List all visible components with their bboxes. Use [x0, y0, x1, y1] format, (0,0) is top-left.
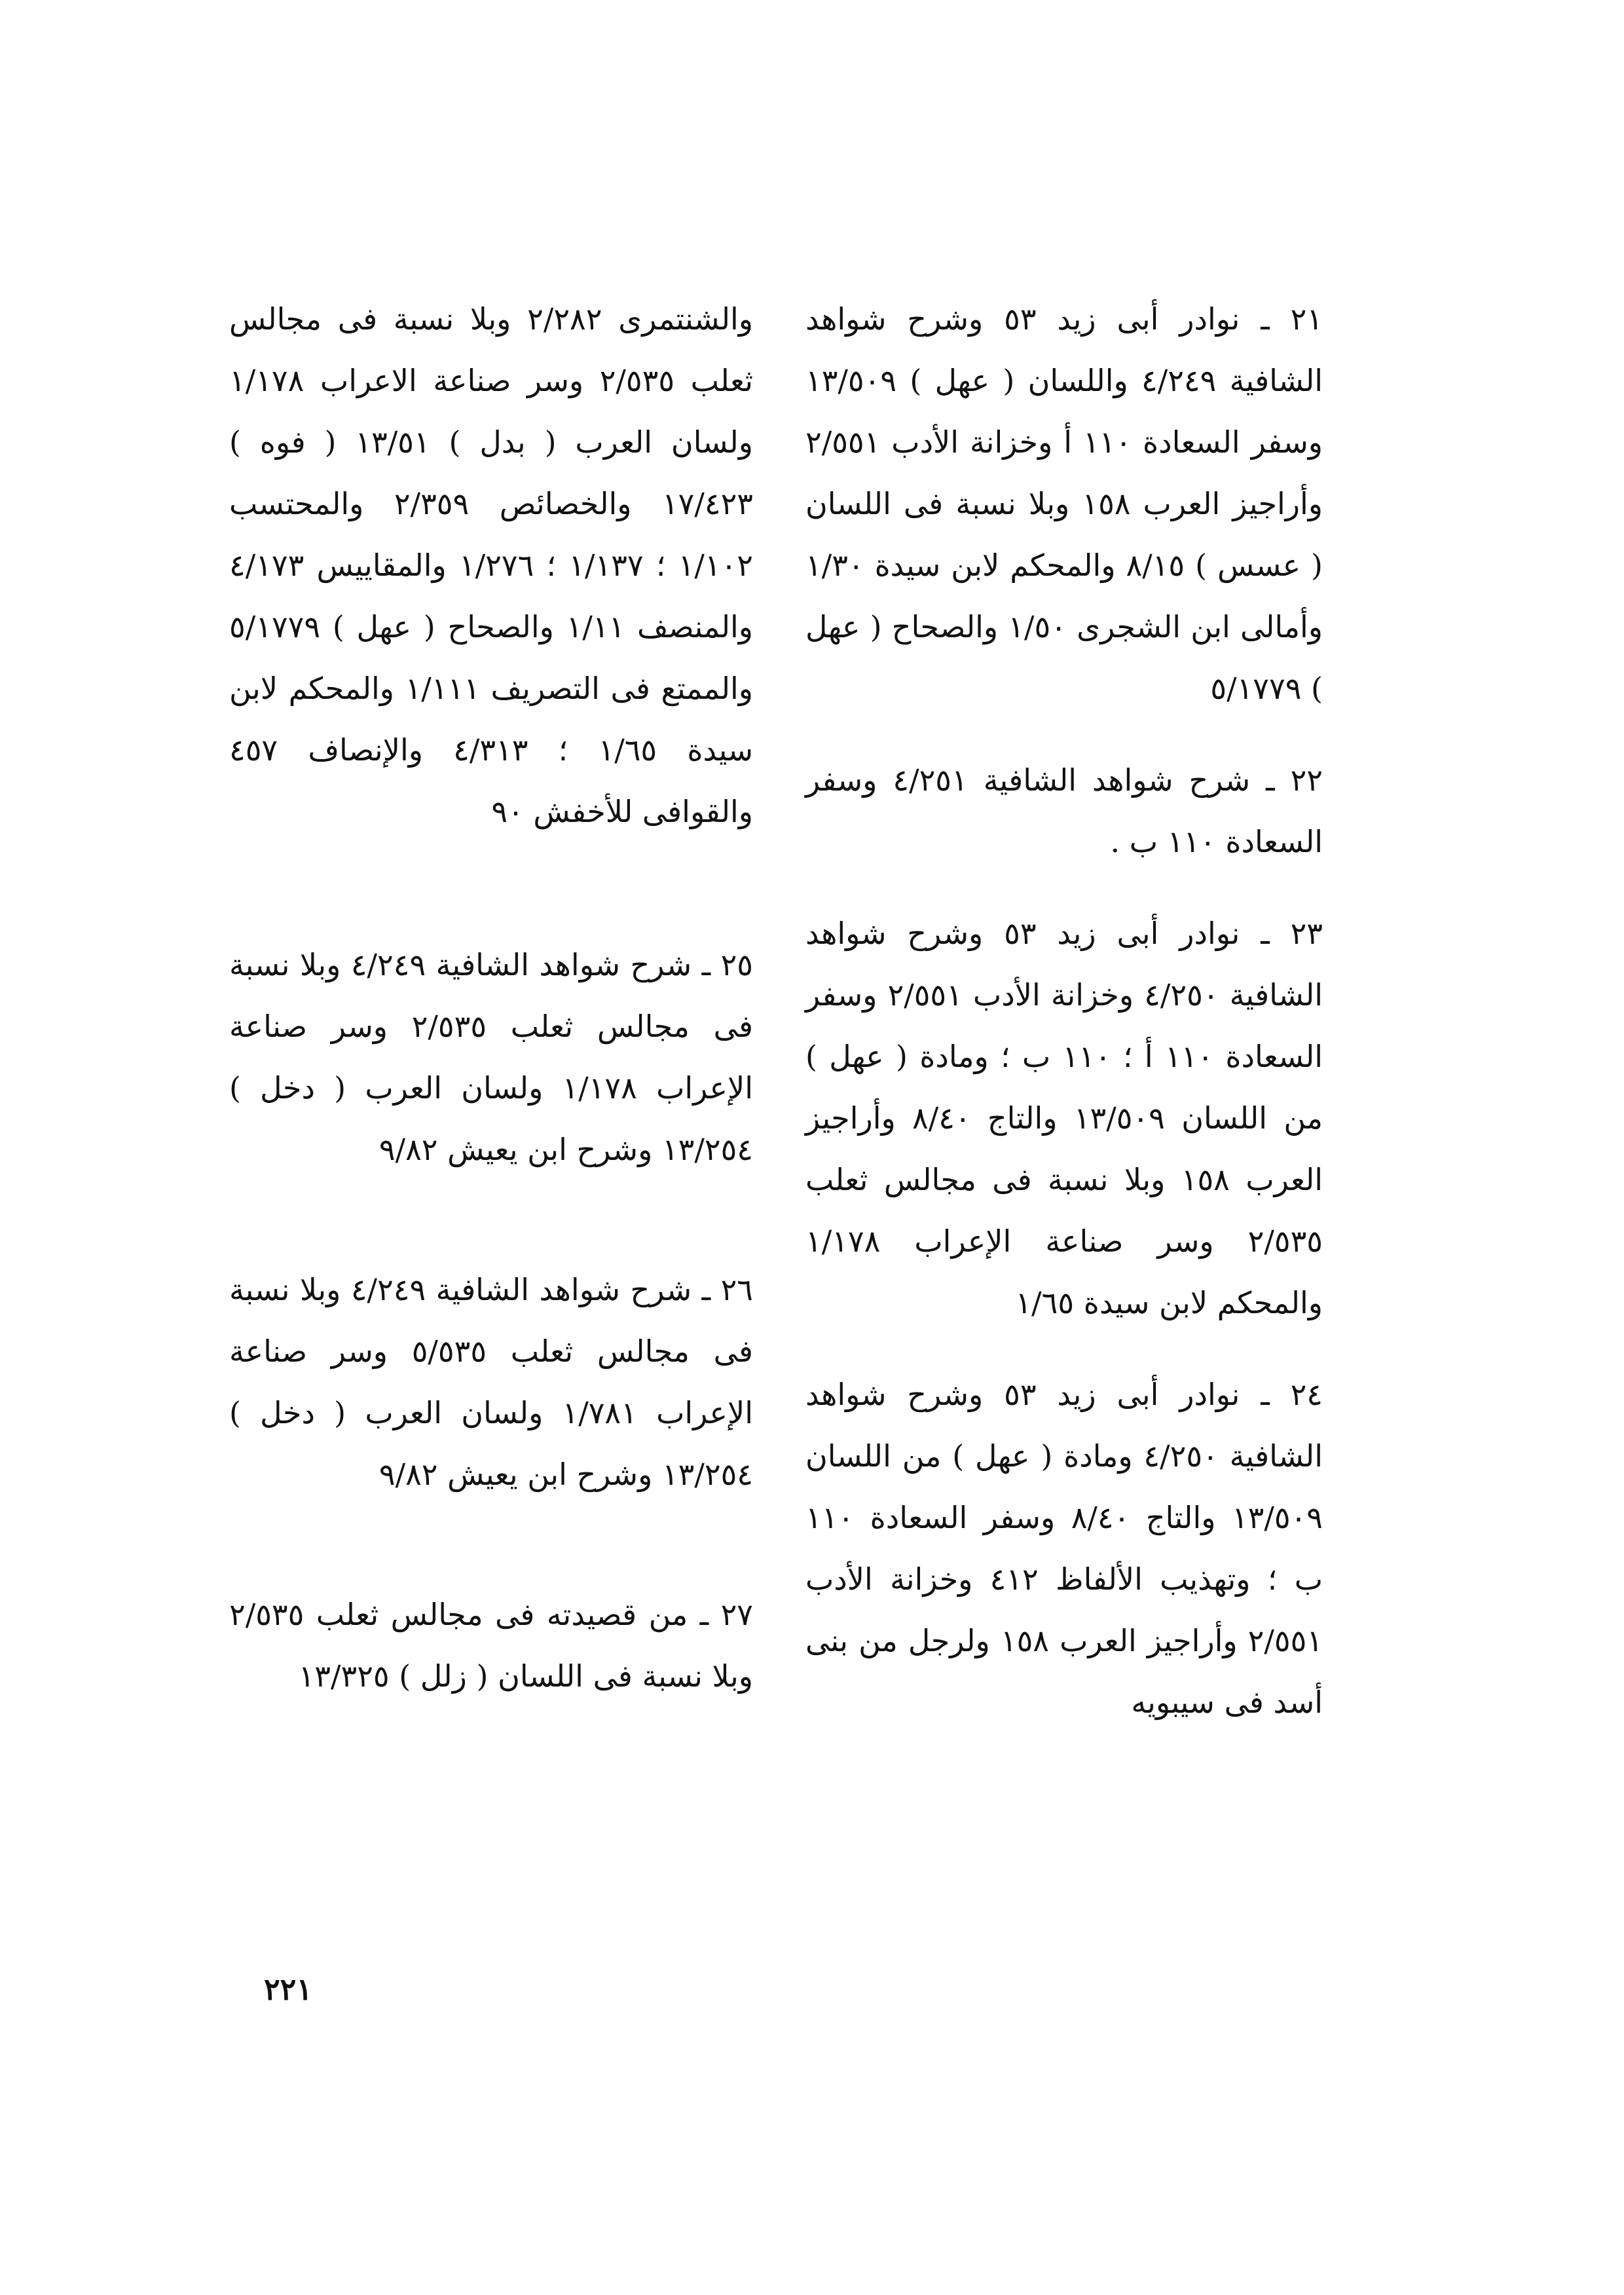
left-column	[229, 288, 753, 1707]
footnote-entry-26: ٢٦ ـ شرح شواهد الشافية ٤/٢٤٩ وبلا نسبة فى مجالس ثعلب ٥/٥٣٥ وسر صناعة الإعراب ١/٧٨١ ولسان العرب ( دخل ) ١٣/٢٥٤ وشرح ابن يعيش ٩/٨٢	[229, 1272, 753, 1492]
footnote-entry-21: ٢١ ـ نوادر أبى زيد ٥٣ وشرح شواهد الشافية ٤/٢٤٩ واللسان ( عهل ) ١٣/٥٠٩ وسفر السعادة ١١٠ أ وخزانة الأدب ٢/٥٥١ وأراجيز العرب ١٥٨ وبلا نسبة فى اللسان ( عسس ) ٨/١٥ والمحكم لابن سيدة ١/٣٠ وأمالى ابن الشجرى ١/٥٠ والصحاح ( عهل ) ٥/١٧٧٩	[805, 301, 1323, 706]
footnote-entry-23: ٢٣ ـ نوادر أبى زيد ٥٣ وشرح شواهد الشافية ٤/٢٥٠ وخزانة الأدب ٢/٥٥١ وسفر السعادة ١١٠ أ ؛ ١١٠ ب ؛ ومادة ( عهل ) من اللسان ١٣/٥٠٩ والتاج ٨/٤٠ وأراجيز العرب ١٥٨ وبلا نسبة فى مجالس ثعلب ٢/٥٣٥ وسر صناعة الإعراب ١/١٧٨ والمحكم لابن سيدة ١/٦٥	[805, 916, 1323, 1320]
entry-spacer	[229, 842, 753, 934]
footnote-entry-27: ٢٧ ـ من قصيدته فى مجالس ثعلب ٢/٥٣٥ وبلا نسبة فى اللسان ( زلل ) ١٣/٣٢٥	[229, 1597, 753, 1694]
entry-spacer	[229, 1505, 753, 1584]
footnote-entry-24-continued: والشنتمرى ٢/٢٨٢ وبلا نسبة فى مجالس ثعلب ٢/٥٣٥ وسر صناعة الاعراب ١/١٧٨ ولسان العرب ( بدل ) ١٣/٥١ ( فوه ) ١٧/٤٢٣ والخصائص ٢/٣٥٩ والمحتسب ١/١٠٢ ؛ ١/١٣٧ ؛ ١/٢٧٦ والمقاييس ٤/١٧٣ والمنصف ١/١١ والصحاح ( عهل ) ٥/١٧٧٩ والممتع فى التصريف ١/١١١ والمحكم لابن سيدة ١/٦٥ ؛ ٤/٣١٣ والإنصاف ٤٥٧ والقوافى للأخفش ٩٠	[229, 301, 754, 829]
footnote-entry-25: ٢٥ ـ شرح شواهد الشافية ٤/٢٤٩ وبلا نسبة فى مجالس ثعلب ٢/٥٣٥ وسر صناعة الإعراب ١/١٧٨ ولسان العرب ( دخل ) ١٣/٢٥٤ وشرح ابن يعيش ٩/٨٢	[229, 947, 753, 1167]
entry-spacer	[805, 1334, 1323, 1364]
entry-spacer	[805, 719, 1323, 749]
entry-spacer	[805, 872, 1323, 903]
right-column	[805, 288, 1323, 1733]
footnote-entry-22: ٢٢ ـ شرح شواهد الشافية ٤/٢٥١ وسفر السعادة ١١٠ ب .	[805, 762, 1323, 859]
page-number: ٢٢١	[263, 1971, 313, 2007]
entry-spacer	[229, 1180, 753, 1259]
footnote-entry-24: ٢٤ ـ نوادر أبى زيد ٥٣ وشرح شواهد الشافية ٤/٢٥٠ ومادة ( عهل ) من اللسان ١٣/٥٠٩ والتاج ٨/٤٠ وسفر السعادة ١١٠ ب ؛ وتهذيب الألفاظ ٤١٢ وخزانة الأدب ٢/٥٥١ وأراجيز العرب ١٥٨ ولرجل من بنى أسد فى سيبويه	[805, 1377, 1323, 1720]
